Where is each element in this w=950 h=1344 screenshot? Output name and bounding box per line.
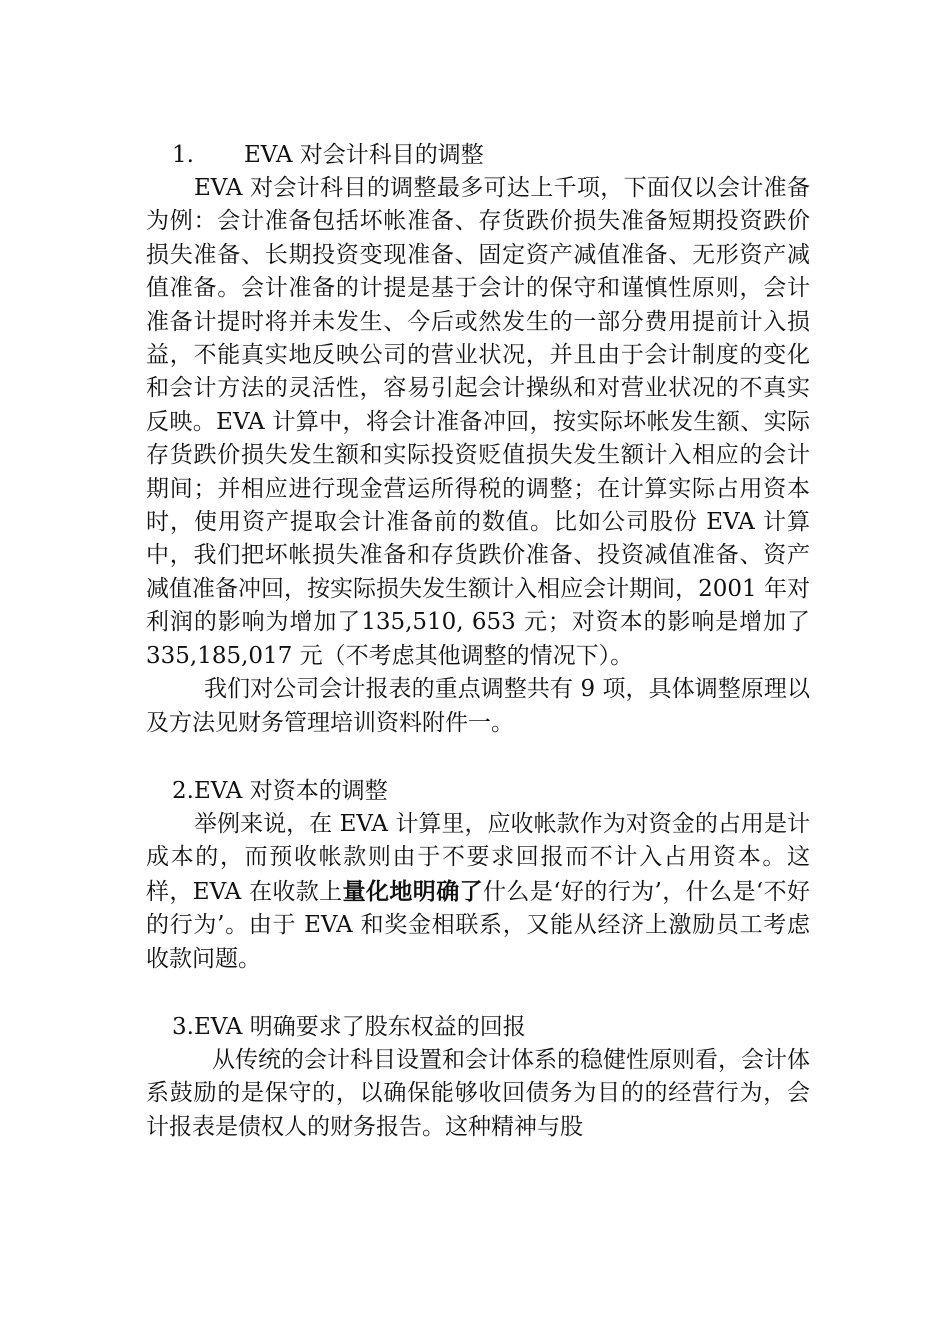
section-3-paragraph: 从传统的会计科目设置和会计体系的稳健性原则看，会计体系鼓励的是保守的，以确保能够收回债务为目的的经营行为，会计报表是债权人的财务报告。这种精神与股 — [146, 1046, 810, 1140]
section-2-number: 2. — [172, 777, 194, 804]
section-2-title: EVA 对资本的调整 — [193, 777, 388, 804]
document-page — [146, 138, 810, 1144]
section-1-paragraph-2: 我们对公司会计报表的重点调整共有 9 项，具体调整原理以及方法见财务管理培训资料附件一。 — [146, 676, 810, 736]
section-2-text-after-bold: 什么是‘好的行为’，什么是‘不好的行为’。由于 EVA 和奖金相联系，又能从经济上激励员工考虑收款问题。 — [146, 878, 811, 972]
section-1-number: 1. — [172, 142, 194, 168]
spacer — [146, 740, 810, 774]
section-1-heading — [146, 138, 810, 172]
section-1-paragraph-1: EVA 对会计科目的调整最多可达上千项，下面仅以会计准备为例：会计准备包括坏帐准备、存货跌价损失准备短期投资跌价损失准备、长期投资变现准备、固定资产减值准备、无形资产减值准备。会计准备的计提是基于会计的保守和谨慎性原则，会计准备计提时将并未发生、今后或然发生的一部分费用提前计入损益，不能真实地反映公司的营业状况，并且由于会计制度的变化和会计方法的灵活性，容易引起会计操纵和对营业状况的不真实反映。EVA 计算中，将会计准备冲回，按实际坏帐发生额、实际存货跌价损失发生额和实际投资贬值损失发生额计入相应的会计期间；并相应进行现金营运所得税的调整；在计算实际占用资本时，使用资产提取会计准备前的数值。比如公司股份 EVA 计算中，我们把坏帐损失准备和存货跌价准备、投资减值准备、资产减值准备冲回，按实际损失发生额计入相应会计期间，2001 年对利润的影响为增加了135,510, 653 元；对资本的影响是增加了 335,185,017 元（不考虑其他调整的情况下）。 — [146, 175, 810, 669]
section-3-number: 3. — [172, 1013, 194, 1040]
section-3-heading — [146, 1010, 810, 1044]
section-2-paragraph — [146, 808, 810, 976]
section-2-heading — [146, 774, 810, 808]
section-1-title: EVA 对会计科目的调整 — [244, 142, 484, 168]
section-3-title: EVA 明确要求了股东权益的回报 — [193, 1013, 526, 1040]
section-2-bold-text: 量化地明确了 — [342, 877, 484, 905]
spacer — [146, 976, 810, 1010]
section-2-text-before-bold: 举例来说，在 EVA 计算里，应收帐款作为对资金的占用是计成本的，而预收帐款则由于不要求回报而不计入占用资本。这样，EVA 在收款上 — [146, 810, 810, 905]
